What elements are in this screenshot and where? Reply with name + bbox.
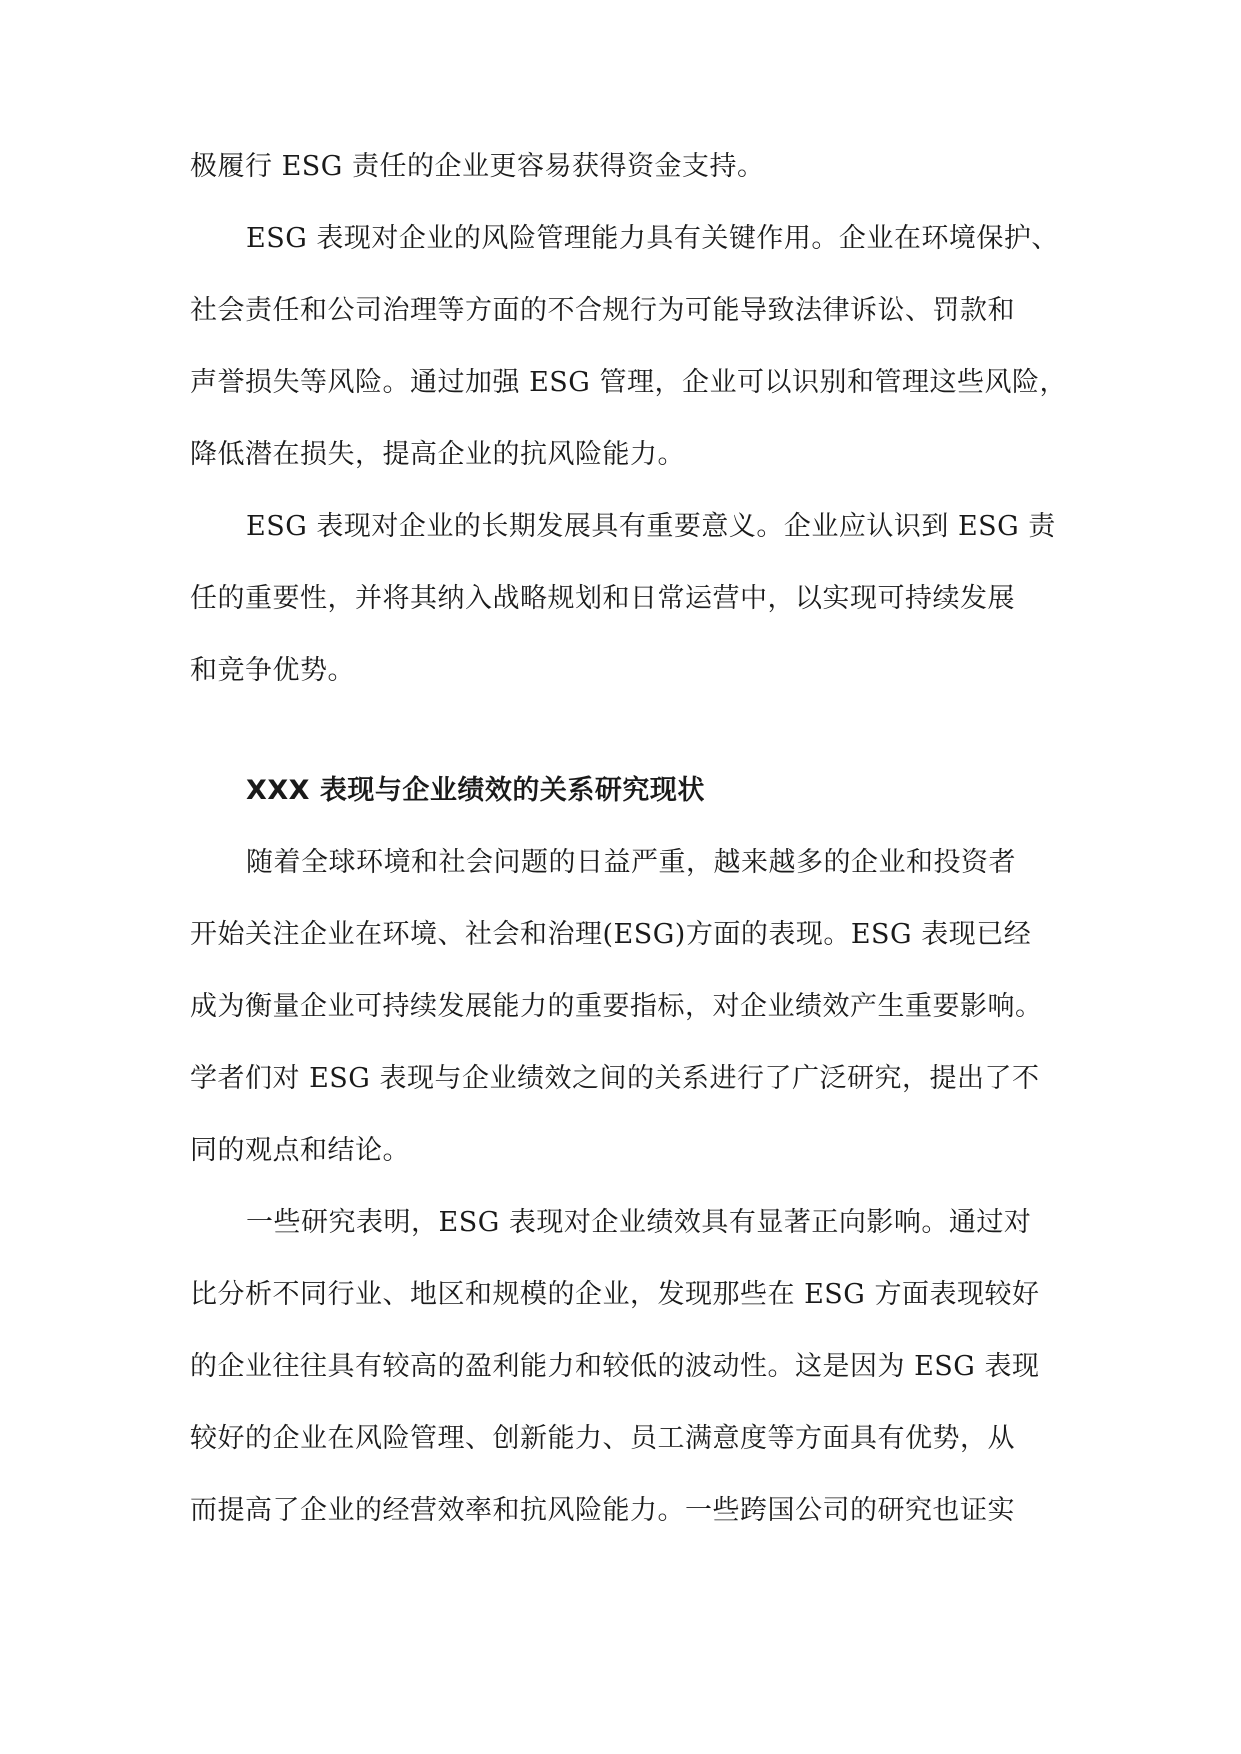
paragraph-line: 一些研究表明，ESG 表现对企业绩效具有显著正向影响。通过对 [246, 1207, 1032, 1238]
paragraph-line: 较好的企业在风险管理、创新能力、员工满意度等方面具有优势，从 [190, 1423, 1015, 1454]
paragraph-line: 随着全球环境和社会问题的日益严重，越来越多的企业和投资者 [246, 847, 1016, 878]
paragraph-line: ESG 表现对企业的长期发展具有重要意义。企业应认识到 ESG 责 [246, 511, 1056, 542]
section-heading: XXX 表现与企业绩效的关系研究现状 [246, 775, 705, 806]
paragraph-line: 任的重要性，并将其纳入战略规划和日常运营中，以实现可持续发展 [190, 583, 1015, 614]
paragraph-line: 而提高了企业的经营效率和抗风险能力。一些跨国公司的研究也证实 [190, 1495, 1015, 1526]
paragraph-line: 极履行 ESG 责任的企业更容易获得资金支持。 [190, 151, 765, 182]
paragraph-line: 社会责任和公司治理等方面的不合规行为可能导致法律诉讼、罚款和 [190, 295, 1015, 326]
paragraph-line: 和竞争优势。 [190, 655, 355, 686]
paragraph-line: 比分析不同行业、地区和规模的企业，发现那些在 ESG 方面表现较好 [190, 1279, 1040, 1310]
paragraph-line: 同的观点和结论。 [190, 1135, 410, 1166]
paragraph-line: ESG 表现对企业的风险管理能力具有关键作用。企业在环境保护、 [246, 223, 1059, 254]
paragraph-line: 成为衡量企业可持续发展能力的重要指标，对企业绩效产生重要影响。 [190, 991, 1043, 1022]
paragraph-line: 声誉损失等风险。通过加强 ESG 管理，企业可以识别和管理这些风险， [190, 367, 1067, 398]
paragraph-line: 开始关注企业在环境、社会和治理(ESG)方面的表现。ESG 表现已经 [190, 919, 1032, 950]
paragraph-line: 学者们对 ESG 表现与企业绩效之间的关系进行了广泛研究，提出了不 [190, 1063, 1040, 1094]
paragraph-line: 的企业往往具有较高的盈利能力和较低的波动性。这是因为 ESG 表现 [190, 1351, 1040, 1382]
paragraph-line: 降低潜在损失，提高企业的抗风险能力。 [190, 439, 685, 470]
